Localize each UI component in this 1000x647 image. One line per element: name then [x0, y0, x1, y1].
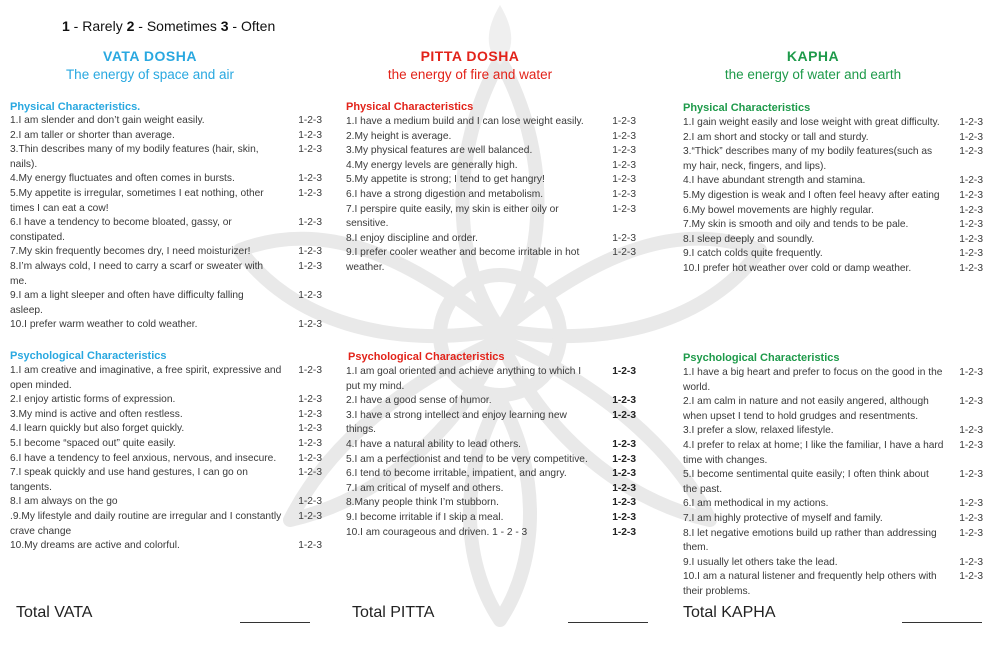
vata-phys-item [10, 129, 322, 144]
item-text: 9.I am a light sleeper and often have difficulty falling asleep. [10, 290, 244, 316]
rating-score[interactable]: 1-2-3 [298, 496, 322, 508]
rating-score[interactable]: 1-2-3 [959, 571, 983, 583]
rating-score[interactable]: 1-2-3 [612, 482, 636, 494]
pitta-psych-item [346, 511, 636, 526]
item-text: 3.My physical features are well balanced. [346, 145, 533, 157]
rating-score[interactable]: 1-2-3 [959, 425, 983, 437]
rating-score[interactable]: 1-2-3 [298, 290, 322, 302]
rating-score[interactable]: 1-2-3 [959, 189, 983, 201]
kapha-physical-title: Physical Characteristics [683, 102, 811, 114]
rating-score[interactable]: 1-2-3 [298, 365, 322, 376]
pitta-header [320, 48, 620, 82]
vata-total-label: Total VATA [16, 604, 93, 621]
item-text: 5.I become “spaced out” quite easily. [10, 437, 176, 449]
vata-psych-item [10, 452, 322, 467]
rating-score[interactable]: 1-2-3 [959, 131, 983, 143]
pitta-psych-title: Psychological Characteristics [348, 351, 505, 363]
rating-score[interactable]: 1-2-3 [959, 439, 983, 451]
kapha-psych-item [683, 424, 983, 439]
rating-score[interactable]: 1-2-3 [959, 219, 983, 231]
item-text: 10.I am a natural listener and frequently help others with their problems. [683, 571, 937, 597]
rating-score[interactable]: 1-2-3 [298, 510, 322, 522]
pitta-psych-item [346, 365, 636, 394]
pitta-psych-item [346, 409, 636, 438]
kapha-psych-item [683, 527, 983, 556]
kapha-psych-title: Psychological Characteristics [683, 352, 840, 364]
item-text: 4.I have a natural ability to lead others. [346, 438, 521, 450]
kapha-psych-item [683, 556, 983, 571]
kapha-phys-item [683, 174, 983, 189]
kapha-psych-list [683, 366, 983, 600]
vata-phys-item [10, 260, 322, 289]
pitta-psych-item [346, 496, 636, 511]
rating-score[interactable]: 1-2-3 [959, 469, 983, 481]
vata-psych-item [10, 422, 322, 437]
rating-score[interactable]: 1-2-3 [298, 144, 322, 156]
pitta-total-label: Total PITTA [352, 604, 435, 621]
vata-phys-item [10, 318, 322, 333]
kapha-phys-item [683, 116, 983, 131]
vata-psych-item [10, 466, 322, 495]
pitta-phys-item [346, 159, 636, 174]
item-text: 1.I gain weight easily and lose weight with great difficulty. [683, 117, 940, 128]
item-text: 3.Thin describes many of my bodily features (hair, skin, nails). [10, 144, 259, 170]
vata-phys-item [10, 289, 322, 318]
item-text: 1.I am slender and don’t gain weight easily. [10, 115, 205, 126]
kapha-subtitle: the energy of water and earth [724, 67, 902, 82]
rating-score[interactable]: 1-2-3 [612, 453, 636, 465]
item-text: 7.I perspire quite easily, my skin is either oily or sensitive. [346, 203, 559, 230]
rating-score[interactable]: 1-2-3 [298, 540, 322, 552]
legend-often: - Often [228, 18, 276, 34]
item-text: 8.I am always on the go [10, 496, 118, 508]
item-text: 10.I prefer hot weather over cold or damp weather. [683, 262, 912, 274]
rating-score[interactable]: 1-2-3 [298, 319, 322, 331]
rating-score[interactable]: 1-2-3 [612, 159, 636, 171]
vata-psych-item [10, 539, 322, 554]
rating-score[interactable]: 1-2-3 [959, 498, 983, 510]
pitta-physical-list [346, 115, 636, 276]
rating-score[interactable]: 1-2-3 [959, 233, 983, 245]
kapha-title: KAPHA [786, 48, 840, 64]
pitta-psych-item [346, 453, 636, 468]
rating-score[interactable]: 1-2-3 [612, 366, 636, 377]
item-text: 6.I have a tendency to become bloated, gassy, or constipated. [10, 217, 232, 243]
vata-phys-item [10, 245, 322, 260]
vata-psych-title: Psychological Characteristics [10, 350, 167, 362]
rating-score[interactable]: 1-2-3 [298, 129, 322, 141]
item-text: 1.I have a medium build and I can lose weight easily. [346, 116, 584, 127]
item-text: 7.I am critical of myself and others. [346, 482, 504, 494]
item-text: .9.My lifestyle and daily routine are irregular and I constantly crave change [10, 510, 282, 537]
rating-score[interactable]: 1-2-3 [298, 187, 322, 199]
vata-total-line[interactable] [240, 622, 310, 623]
pitta-psych-item [346, 394, 636, 409]
item-text: 2.I enjoy artistic forms of expression. [10, 394, 176, 406]
rating-score[interactable]: 1-2-3 [959, 262, 983, 274]
item-text: 3.“Thick” describes many of my bodily features(such as my hair, neck, fingers, and lips). [683, 146, 933, 172]
rating-score[interactable]: 1-2-3 [959, 175, 983, 187]
kapha-phys-item [683, 247, 983, 262]
rating-score[interactable]: 1-2-3 [298, 437, 322, 449]
item-text: 4.I have abundant strength and stamina. [683, 175, 866, 187]
item-text: 4.My energy levels are generally high. [346, 159, 518, 171]
item-text: 5.My appetite is irregular, sometimes I eat nothing, other times I can eat a cow! [10, 187, 264, 214]
item-text: 8.I sleep deeply and soundly. [683, 233, 815, 245]
vata-physical-list [10, 114, 322, 333]
rating-score[interactable]: 1-2-3 [612, 116, 636, 127]
kapha-phys-item [683, 204, 983, 219]
kapha-phys-item [683, 218, 983, 233]
item-text: 6.I have a tendency to feel anxious, nervous, and insecure. [10, 452, 277, 464]
pitta-phys-item [346, 246, 636, 275]
kapha-psych-item [683, 366, 983, 395]
rating-score[interactable]: 1-2-3 [298, 467, 322, 479]
kapha-physical-list [683, 116, 983, 277]
pitta-phys-item [346, 203, 636, 232]
item-text: 4.I prefer to relax at home; I like the familiar, I have a hard time with changes. [683, 439, 944, 466]
item-text: 8.I enjoy discipline and order. [346, 232, 478, 244]
item-text: 2.I am short and stocky or tall and sturdy. [683, 131, 869, 143]
item-text: 9.I usually let others take the lead. [683, 556, 838, 568]
vata-psych-item [10, 437, 322, 452]
item-text: 6.My bowel movements are highly regular. [683, 204, 874, 216]
kapha-phys-item [683, 145, 983, 174]
vata-psych-item [10, 408, 322, 423]
kapha-phys-item [683, 189, 983, 204]
pitta-phys-item [346, 173, 636, 188]
item-text: 6.I am methodical in my actions. [683, 498, 829, 510]
legend-3: 3 [220, 18, 229, 34]
rating-legend [62, 18, 275, 34]
kapha-psych-item [683, 468, 983, 497]
vata-psych-list [10, 364, 322, 554]
item-text: 4.I learn quickly but also forget quickly. [10, 423, 185, 435]
kapha-header [663, 48, 963, 82]
vata-title: VATA DOSHA [103, 48, 197, 64]
kapha-psych-item [683, 512, 983, 527]
rating-score[interactable]: 1-2-3 [612, 409, 636, 421]
item-text: 8.I’m always cold, I need to carry a scarf or sweater with me. [10, 260, 264, 287]
pitta-physical-title: Physical Characteristics [346, 101, 474, 113]
rating-score[interactable]: 1-2-3 [612, 468, 636, 480]
rating-score[interactable]: 1-2-3 [959, 117, 983, 128]
vata-subtitle: The energy of space and air [65, 67, 235, 82]
rating-score[interactable]: 1-2-3 [959, 512, 983, 524]
pitta-phys-item [346, 130, 636, 145]
rating-score[interactable]: 1-2-3 [298, 217, 322, 229]
kapha-psych-item [683, 570, 983, 599]
pitta-psych-item [346, 438, 636, 453]
rating-score[interactable]: 1-2-3 [612, 145, 636, 157]
legend-sometimes: - Sometimes [134, 18, 221, 34]
rating-score[interactable]: 1-2-3 [612, 203, 636, 215]
legend-1: 1 [62, 18, 70, 34]
item-text: 5.I become sentimental quite easily; I often think about the past. [683, 469, 929, 495]
item-text: 8.Many people think I’m stubborn. [346, 497, 499, 509]
item-text: 5.My appetite is strong; I tend to get hangry! [346, 174, 545, 186]
vata-physical-title: Physical Characteristics. [10, 101, 141, 113]
rating-score[interactable]: 1-2-3 [612, 497, 636, 509]
item-text: 6.I have a strong digestion and metabolism. [346, 188, 544, 200]
pitta-psych-item [346, 482, 636, 497]
rating-score[interactable]: 1-2-3 [959, 146, 983, 158]
vata-phys-item [10, 216, 322, 245]
item-text: 1.I have a big heart and prefer to focus on the good in the world. [683, 367, 943, 393]
pitta-phys-item [346, 232, 636, 247]
rating-score[interactable]: 1-2-3 [612, 438, 636, 450]
legend-2: 2 [126, 18, 135, 34]
item-text: 3.I have a strong intellect and enjoy learning new things. [346, 409, 567, 436]
item-text: 10.I prefer warm weather to cold weather. [10, 319, 198, 331]
kapha-phys-item [683, 262, 983, 277]
vata-phys-item [10, 187, 322, 216]
rating-score[interactable]: 1-2-3 [612, 526, 636, 538]
pitta-phys-item [346, 188, 636, 203]
pitta-psych-item [346, 467, 636, 482]
rating-score[interactable]: 1-2-3 [612, 130, 636, 142]
item-text: 10.My dreams are active and colorful. [10, 540, 180, 552]
kapha-psych-item [683, 497, 983, 512]
kapha-phys-item [683, 233, 983, 248]
vata-phys-item [10, 114, 322, 129]
rating-score[interactable]: 1-2-3 [298, 452, 322, 464]
item-text: 3.My mind is active and often restless. [10, 408, 183, 420]
vata-psych-item [10, 364, 322, 393]
vata-phys-item [10, 143, 322, 172]
item-text: 3.I prefer a slow, relaxed lifestyle. [683, 425, 834, 437]
rating-score[interactable]: 1-2-3 [959, 556, 983, 568]
item-text: 9.I become irritable if I skip a meal. [346, 511, 504, 523]
pitta-phys-item [346, 144, 636, 159]
item-text: 5.I am a perfectionist and tend to be very competitive. [346, 453, 588, 465]
rating-score[interactable]: 1-2-3 [298, 246, 322, 258]
kapha-total-label: Total KAPHA [683, 604, 776, 621]
item-text: 7.My skin is smooth and oily and tends to be pale. [683, 219, 909, 231]
rating-score[interactable]: 1-2-3 [298, 408, 322, 420]
kapha-phys-item [683, 131, 983, 146]
rating-score[interactable]: 1-2-3 [612, 188, 636, 200]
rating-score[interactable]: 1-2-3 [959, 248, 983, 260]
rating-score[interactable]: 1-2-3 [298, 115, 322, 126]
pitta-subtitle: the energy of fire and water [387, 67, 553, 82]
item-text: 8.I let negative emotions build up rather than addressing them. [683, 527, 937, 554]
rating-score[interactable]: 1-2-3 [959, 527, 983, 539]
item-text: 10.I am courageous and driven. 1 - 2 - 3 [346, 526, 528, 538]
rating-score[interactable]: 1-2-3 [612, 247, 636, 259]
vata-psych-item [10, 495, 322, 510]
rating-score[interactable]: 1-2-3 [298, 260, 322, 272]
item-text: 2.My height is average. [346, 130, 452, 142]
rating-score[interactable]: 1-2-3 [612, 232, 636, 244]
kapha-psych-item [683, 395, 983, 424]
item-text: 1.I am goal oriented and achieve anything to which I put my mind. [346, 366, 582, 392]
rating-score[interactable]: 1-2-3 [959, 396, 983, 408]
rating-score[interactable]: 1-2-3 [298, 423, 322, 435]
rating-score[interactable]: 1-2-3 [959, 204, 983, 216]
item-text: 1.I am creative and imaginative, a free spirit, expressive and open minded. [10, 365, 282, 391]
item-text: 9.I catch colds quite frequently. [683, 248, 823, 260]
item-text: 5.My digestion is weak and I often feel heavy after eating [683, 189, 940, 201]
vata-header [0, 48, 300, 82]
item-text: 4.My energy fluctuates and often comes in bursts. [10, 173, 235, 185]
rating-score[interactable]: 1-2-3 [298, 173, 322, 185]
vata-psych-item [10, 393, 322, 408]
item-text: 2.I am taller or shorter than average. [10, 129, 175, 141]
legend-rarely: - Rarely [69, 18, 127, 34]
pitta-title: PITTA DOSHA [420, 48, 520, 64]
item-text: 9.I prefer cooler weather and become irritable in hot weather. [346, 247, 580, 273]
item-text: 7.I am highly protective of myself and family. [683, 512, 883, 524]
item-text: 6.I tend to become irritable, impatient, and angry. [346, 468, 567, 480]
pitta-psych-item [346, 526, 636, 541]
rating-score[interactable]: 1-2-3 [298, 394, 322, 406]
item-text: 7.I speak quickly and use hand gestures, I can go on tangents. [10, 467, 248, 493]
pitta-phys-item [346, 115, 636, 130]
item-text: 2.I have a good sense of humor. [346, 395, 492, 407]
rating-score[interactable]: 1-2-3 [612, 511, 636, 523]
vata-phys-item [10, 172, 322, 187]
pitta-psych-list [346, 365, 636, 540]
rating-score[interactable]: 1-2-3 [612, 174, 636, 186]
rating-score[interactable]: 1-2-3 [612, 395, 636, 407]
item-text: 7.My skin frequently becomes dry, I need moisturizer! [10, 246, 251, 258]
kapha-total-line[interactable] [902, 622, 982, 623]
vata-psych-item [10, 510, 322, 539]
item-text: 2.I am calm in nature and not easily angered, although when upset I tend to hold grudges and resentments. [683, 396, 929, 422]
pitta-total-line[interactable] [568, 622, 648, 623]
rating-score[interactable]: 1-2-3 [959, 367, 983, 378]
kapha-psych-item [683, 439, 983, 468]
